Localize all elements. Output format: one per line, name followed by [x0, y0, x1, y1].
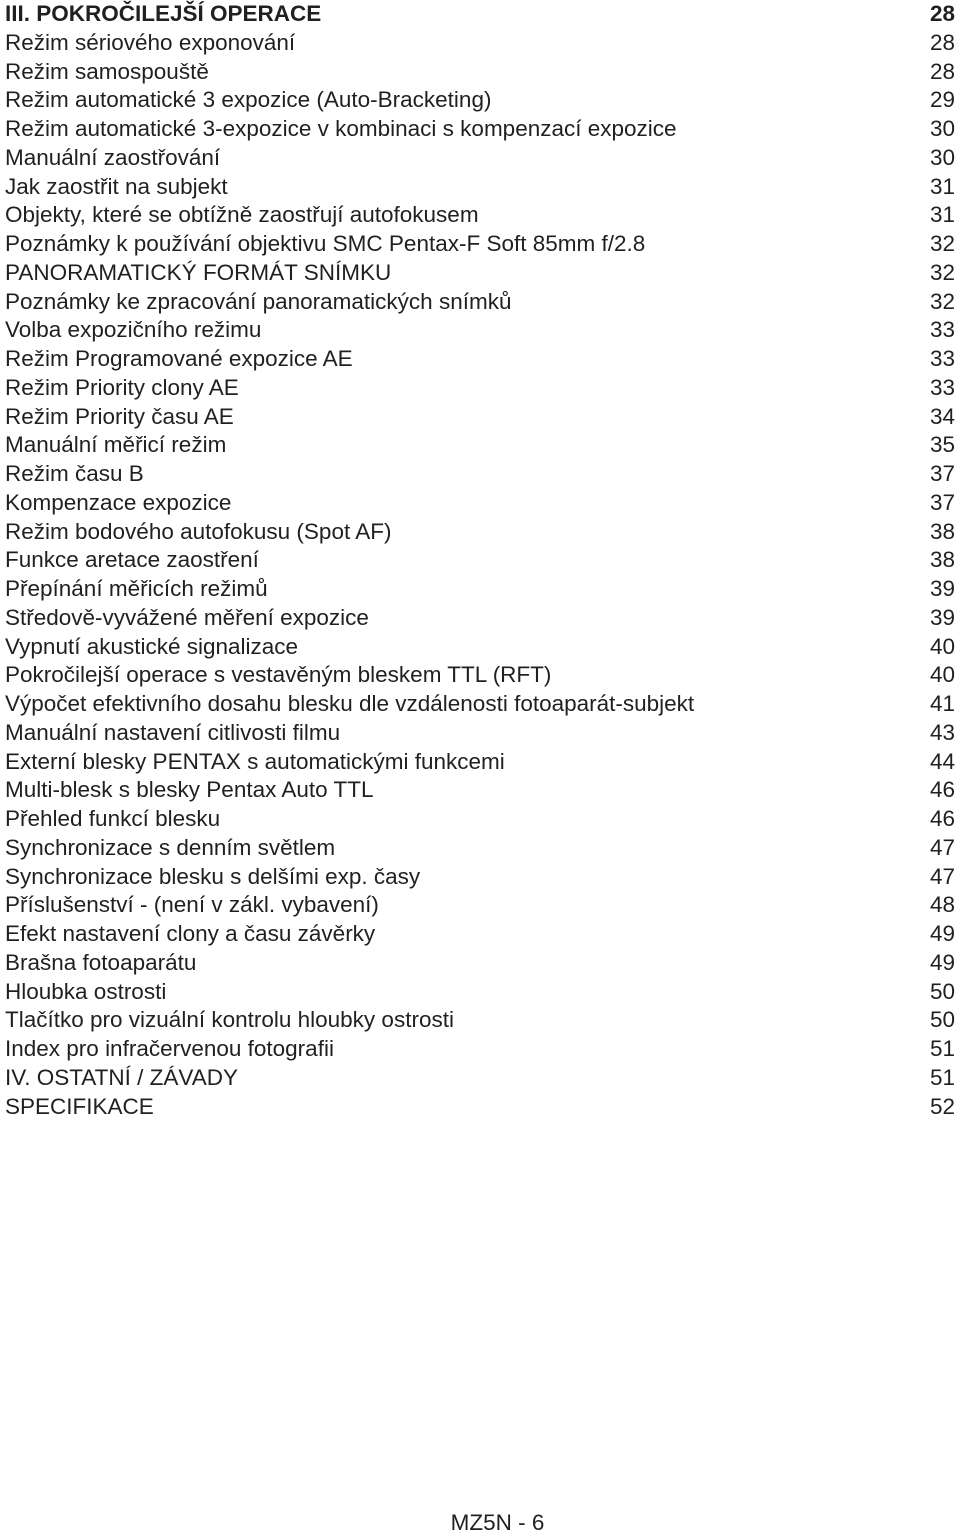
toc-entry-label: Brašna fotoaparátu: [5, 949, 197, 975]
toc-entry: [5, 546, 955, 575]
toc-entry-page: 49: [929, 921, 955, 946]
table-of-contents: [5, 0, 955, 1121]
toc-entry: [5, 604, 955, 633]
toc-entry-page: 29: [929, 87, 955, 113]
toc-entry-label: Tlačítko pro vizuální kontrolu hloubky ostrosti: [5, 1007, 454, 1033]
toc-entry-page: 35: [929, 432, 955, 458]
toc-entry-page: 28: [929, 29, 955, 55]
toc-entry-page: 40: [929, 633, 955, 659]
toc-entry-page: 31: [929, 202, 955, 228]
toc-entry: [5, 316, 955, 345]
toc-entry-label: Příslušenství - (není v zákl. vybavení): [5, 892, 379, 918]
toc-entry: [5, 489, 955, 518]
toc-entry-label: Režim sériového exponování: [5, 29, 296, 55]
toc-entry-page: 30: [929, 116, 955, 141]
toc-entry-page: 34: [929, 403, 955, 429]
toc-entry: [5, 1064, 955, 1093]
toc-entry-page: 32: [929, 231, 955, 256]
toc-entry-page: 37: [929, 489, 955, 515]
toc-entry-page: 48: [929, 892, 955, 918]
toc-entry: [5, 29, 955, 58]
toc-entry-label: Přehled funkcí blesku: [5, 806, 221, 831]
toc-entry-page: 31: [929, 173, 955, 199]
toc-entry: [5, 115, 955, 144]
toc-entry-label: Funkce aretace zaostření: [5, 547, 259, 573]
toc-entry-label: Hloubka ostrosti: [5, 978, 167, 1004]
toc-entry: [5, 460, 955, 489]
toc-entry: [5, 776, 955, 805]
toc-entry-label: Volba expozičního režimu: [5, 317, 262, 343]
toc-entry-page: 43: [929, 719, 955, 745]
toc-entry-label: Synchronizace blesku s delšími exp. časy: [5, 863, 421, 889]
toc-entries: [5, 29, 955, 1122]
toc-entry-label: Přepínání měřicích režimů: [5, 576, 268, 601]
toc-entry-label: Středově-vyvážené měření expozice: [5, 604, 369, 630]
toc-entry-page: 47: [929, 863, 955, 889]
toc-entry-page: 39: [929, 604, 955, 630]
toc-entry: [5, 86, 955, 115]
toc-entry-label: IV. OSTATNÍ / ZÁVADY: [5, 1064, 238, 1090]
toc-entry-page: 50: [929, 978, 955, 1004]
toc-entry: [5, 230, 955, 259]
toc-entry: [5, 690, 955, 719]
toc-entry-page: 33: [929, 346, 955, 371]
toc-entry-page: 51: [929, 1064, 955, 1090]
toc-entry-label: Režim Programované expozice AE: [5, 346, 353, 371]
toc-entry-page: 33: [929, 374, 955, 400]
toc-entry: [5, 834, 955, 863]
toc-entry-label: Objekty, které se obtížně zaostřují autofokusem: [5, 202, 479, 228]
toc-entry-label: Manuální zaostřování: [5, 144, 221, 170]
toc-entry-label: Multi-blesk s blesky Pentax Auto TTL: [5, 777, 374, 803]
toc-entry-label: Vypnutí akustické signalizace: [5, 633, 299, 659]
toc-entry: [5, 431, 955, 460]
toc-entry: [5, 633, 955, 662]
toc-entry-page: 46: [929, 806, 955, 831]
toc-entry-page: 41: [929, 691, 955, 716]
toc-entry-label: Manuální nastavení citlivosti filmu: [5, 719, 341, 745]
toc-entry-page: 39: [929, 576, 955, 601]
toc-entry-label: Efekt nastavení clony a času závěrky: [5, 921, 376, 946]
toc-entry-label: Režim bodového autofokusu (Spot AF): [5, 518, 392, 544]
toc-entry-page: 49: [929, 949, 955, 975]
toc-entry-label: Externí blesky PENTAX s automatickými funkcemi: [5, 748, 505, 774]
toc-entry: [5, 949, 955, 978]
toc-entry: [5, 259, 955, 288]
toc-heading: [5, 0, 955, 29]
toc-entry-page: 50: [929, 1007, 955, 1033]
toc-entry: [5, 891, 955, 920]
toc-entry-page: 46: [929, 777, 955, 803]
toc-entry-page: 37: [929, 461, 955, 486]
toc-entry-page: 32: [929, 288, 955, 314]
toc-entry-label: Poznámky k používání objektivu SMC Pentax-F Soft 85mm f/2.8: [5, 231, 646, 256]
toc-heading-label: III. POKROČILEJŠÍ OPERACE: [5, 1, 322, 26]
toc-entry-page: 44: [929, 748, 955, 774]
toc-entry-label: Manuální měřicí režim: [5, 432, 227, 458]
toc-entry: [5, 1035, 955, 1064]
toc-entry: [5, 173, 955, 202]
toc-entry-label: Pokročilejší operace s vestavěným bleskem TTL (RFT): [5, 662, 552, 688]
toc-entry-label: Synchronizace s denním světlem: [5, 834, 336, 860]
toc-entry: [5, 345, 955, 374]
toc-entry-label: Kompenzace expozice: [5, 489, 232, 515]
toc-entry-label: Index pro infračervenou fotografii: [5, 1036, 334, 1061]
toc-entry: [5, 920, 955, 949]
toc-entry-page: 40: [929, 662, 955, 688]
toc-entry-label: Režim samospouště: [5, 58, 209, 84]
toc-entry-page: 38: [929, 518, 955, 544]
toc-entry: [5, 374, 955, 403]
toc-heading-page: 28: [929, 1, 955, 26]
toc-entry: [5, 288, 955, 317]
toc-entry-label: Režim Priority clony AE: [5, 374, 239, 400]
toc-entry: [5, 1093, 955, 1122]
toc-entry-page: 38: [929, 547, 955, 573]
toc-entry: [5, 978, 955, 1007]
toc-entry-page: 51: [929, 1036, 955, 1061]
toc-entry-label: Režim automatické 3 expozice (Auto-Bracketing): [5, 87, 492, 113]
toc-entry: [5, 719, 955, 748]
toc-entry: [5, 805, 955, 834]
toc-entry: [5, 518, 955, 547]
toc-entry: [5, 575, 955, 604]
toc-entry-page: 30: [929, 144, 955, 170]
toc-entry: [5, 58, 955, 87]
toc-entry-page: 32: [929, 259, 955, 285]
toc-entry-page: 33: [929, 317, 955, 343]
toc-entry: [5, 403, 955, 432]
toc-entry-label: Výpočet efektivního dosahu blesku dle vzdálenosti fotoaparát-subjekt: [5, 691, 695, 716]
toc-entry: [5, 748, 955, 777]
toc-entry-label: SPECIFIKACE: [5, 1093, 154, 1119]
toc-entry: [5, 201, 955, 230]
toc-entry-label: Poznámky ke zpracování panoramatických snímků: [5, 288, 512, 314]
toc-entry-label: Jak zaostřit na subjekt: [5, 173, 228, 199]
toc-entry: [5, 1006, 955, 1035]
toc-entry: [5, 863, 955, 892]
toc-entry-label: Režim času B: [5, 461, 144, 486]
toc-entry-page: 52: [929, 1093, 955, 1119]
page-footer: MZ5N - 6: [450, 1510, 545, 1535]
toc-entry: [5, 661, 955, 690]
toc-entry-page: 28: [929, 58, 955, 84]
toc-entry: [5, 144, 955, 173]
toc-entry-label: Režim Priority času AE: [5, 403, 234, 429]
toc-entry-page: 47: [929, 834, 955, 860]
toc-entry-label: PANORAMATICKÝ FORMÁT SNÍMKU: [5, 259, 392, 285]
toc-entry-label: Režim automatické 3-expozice v kombinaci s kompenzací expozice: [5, 116, 677, 141]
